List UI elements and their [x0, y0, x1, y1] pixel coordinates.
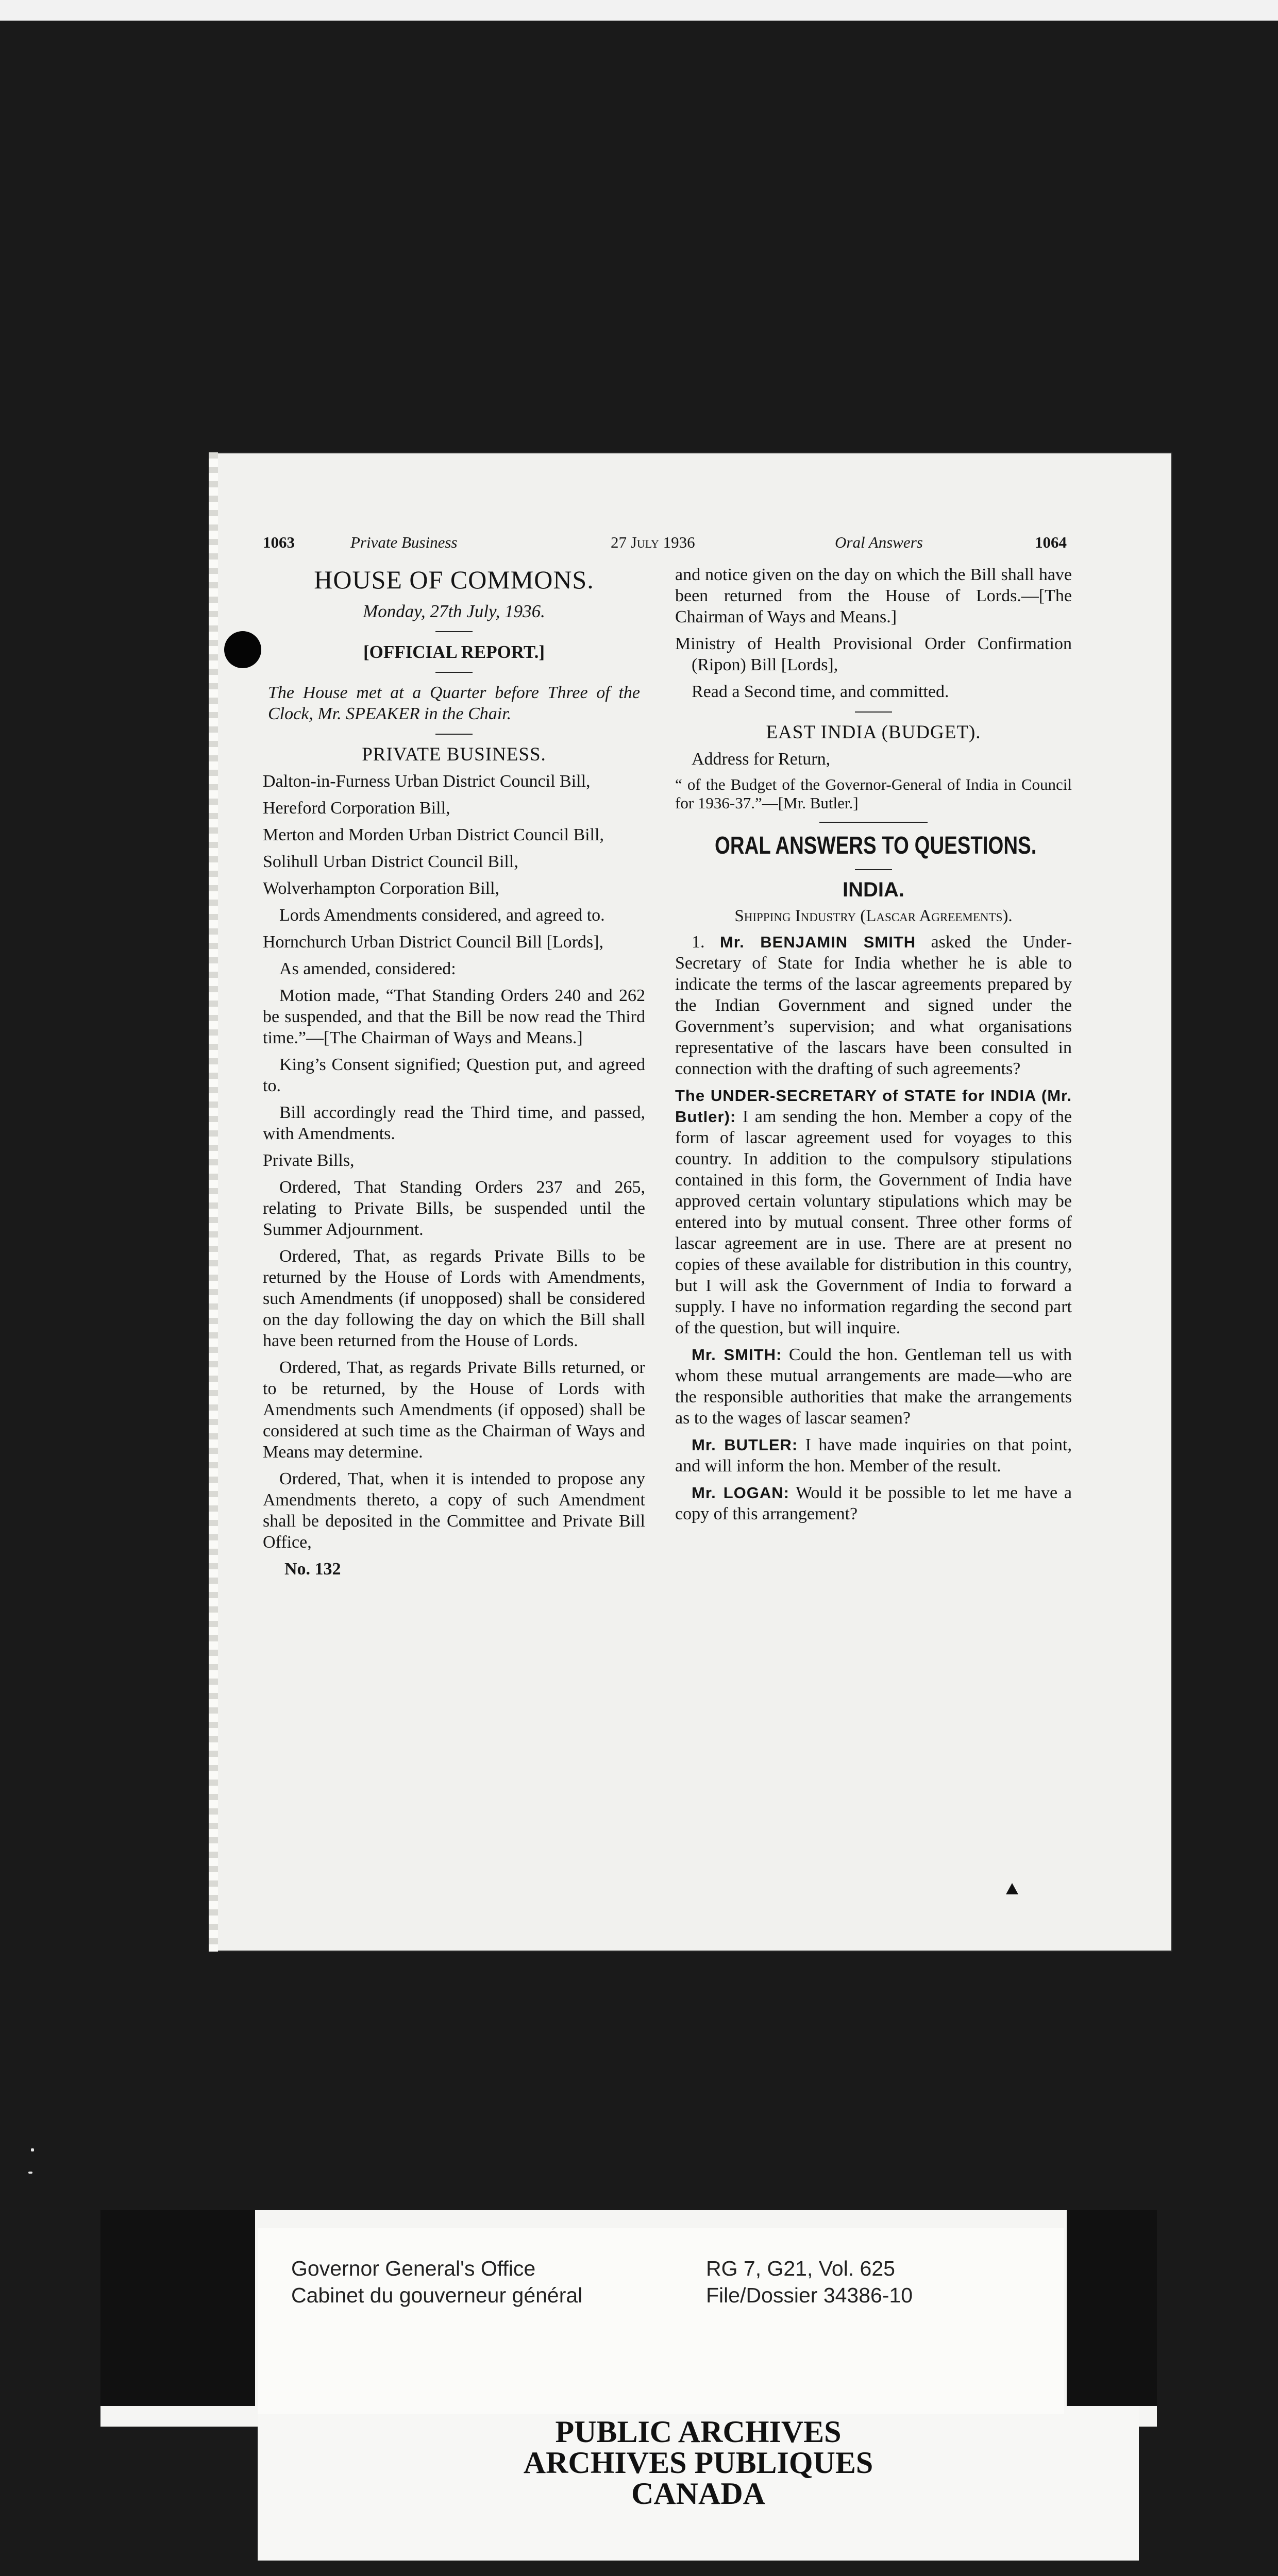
punch-hole	[224, 631, 261, 668]
divider	[435, 672, 473, 673]
divider	[819, 822, 928, 823]
question-text: asked the Under-Secretary of State for India whether he is able to indicate the terms of the lascar agreements prepared by the Indian Government and signed under the Government’s supervision; and what organisations representative of the lascars have been consulted in connection with the drafting of such agreements?	[675, 933, 1072, 1078]
continuation-text: and notice given on the day on which the Bill shall have been returned from the House of Lords.—[The Chairman of Ways and Means.]	[675, 565, 1072, 626]
divider	[435, 631, 473, 632]
sheet-number: No. 132	[284, 1560, 341, 1579]
answer-text: I am sending the hon. Member a copy of the form of lascar agreement used for voyages to this country. In addition to the compulsory stipulations contained in this form, the Government of India have approved certain voluntary stipulations which may be entered into by mutual consent. Three other forms of lascar agreement are in use. There are at present no copies of these available for distribution in this country, but I will ask the Government of India to forward a supply. I have no information regarding the second part of the question, but will inquire.	[675, 1107, 1072, 1337]
sitting-date: Monday, 27th July, 1936.	[363, 601, 545, 621]
order-paragraph: Ordered, That, when it is intended to propose any Amendments thereto, a copy of such Amendment shall be deposited in the Committee and Private Bill Office,	[263, 1469, 645, 1552]
house-title: HOUSE OF COMMONS.	[314, 565, 594, 594]
private-business-heading: PRIVATE BUSINESS.	[362, 744, 546, 765]
speech-text: I have made inquiries on that point, and will inform the hon. Member of the result.	[675, 1435, 1072, 1476]
east-india-heading: EAST INDIA (BUDGET).	[766, 722, 981, 743]
file-dossier-number: File/Dossier 34386-10	[706, 2283, 913, 2307]
left-page-number: 1063	[263, 533, 295, 551]
bill-item: Merton and Morden Urban District Council Bill,	[263, 825, 604, 844]
archives-country: CANADA	[631, 2477, 765, 2511]
motion-text: Motion made, “That Standing Orders 240 and 262 be suspended, and that the Bill be now read the Third time.”—[The Chairman of Ways and Means.]	[263, 986, 645, 1047]
scan-speck	[31, 2148, 34, 2151]
answer-1	[675, 1085, 1072, 1338]
bill-item: Solihull Urban District Council Bill,	[263, 852, 518, 871]
supplementary-butler	[675, 1434, 1072, 1477]
left-running-title: Private Business	[350, 533, 458, 551]
address-for-return: Address for Return,	[692, 750, 831, 769]
archives-french: ARCHIVES PUBLIQUES	[523, 2446, 873, 2480]
hornchurch-bill: Hornchurch Urban District Council Bill [Lords],	[263, 933, 603, 952]
office-english: Governor General's Office	[291, 2257, 536, 2280]
label-shadow-left	[100, 2210, 255, 2406]
speaker-name: Mr. SMITH:	[692, 1346, 782, 1364]
ripon-bill: Ministry of Health Provisional Order Confirmation (Ripon) Bill [Lords],	[675, 634, 1072, 674]
private-bills-label: Private Bills,	[263, 1151, 355, 1170]
question-1	[675, 931, 1072, 1079]
kings-consent: King’s Consent signified; Question put, and agreed to.	[263, 1055, 645, 1095]
lords-amendments: Lords Amendments considered, and agreed to.	[279, 906, 605, 925]
running-head	[263, 533, 1067, 559]
speech-text: Could the hon. Gentleman tell us with whom these mutual arrangements are made—who are the responsible authorities that make the arrangements as to the wages of lascar seamen?	[675, 1345, 1072, 1428]
second-reading: Read a Second time, and committed.	[692, 682, 949, 701]
running-date: 27 July 1936	[611, 533, 695, 551]
divider	[855, 869, 892, 870]
page-torn-edge	[209, 452, 218, 1952]
archives-english: PUBLIC ARCHIVES	[555, 2415, 842, 2449]
speaker-name: Mr. BUTLER:	[692, 1436, 798, 1454]
record-group-reference: RG 7, G21, Vol. 625	[706, 2257, 895, 2280]
speaker-name: The UNDER-SECRETARY of STATE for INDIA (Mr. Butler):	[675, 1087, 1072, 1126]
official-report: [OFFICIAL REPORT.]	[363, 642, 545, 662]
supplementary-logan	[675, 1482, 1072, 1524]
bill-item: Dalton-in-Furness Urban District Council Bill,	[263, 772, 591, 791]
speaker-name: Mr. LOGAN:	[692, 1484, 789, 1502]
bill-item: Wolverhampton Corporation Bill,	[263, 879, 500, 898]
order-paragraph: Ordered, That, as regards Private Bills returned, or to be returned, by the House of Lords with Amendments such Amendments (if opposed) shall be considered at such time as the Chairman of Ways and Means may determine.	[263, 1358, 645, 1462]
scan-top-edge	[0, 0, 1278, 21]
archives-stamp	[258, 2416, 1139, 2509]
divider	[855, 711, 892, 713]
third-reading: Bill accordingly read the Third time, and passed, with Amendments.	[263, 1103, 645, 1143]
archive-label-card	[258, 2228, 1064, 2414]
bill-item: Hereford Corporation Bill,	[263, 799, 450, 818]
question-number: 1.	[692, 933, 705, 952]
right-page-number: 1064	[1035, 533, 1067, 551]
intro-text: The House met at a Quarter before Three of the Clock, Mr. SPEAKER in the Chair.	[268, 683, 640, 723]
order-paragraph: Ordered, That, as regards Private Bills to be returned by the House of Lords with Amendments, such Amendments (if unopposed) shall be considered on the day following the day on which the Bill shall have been returned from the House of Lords.	[263, 1247, 645, 1350]
speech-text: Would it be possible to let me have a copy of this arrangement?	[675, 1483, 1072, 1523]
india-heading: INDIA.	[843, 878, 904, 901]
divider	[435, 734, 473, 735]
left-column	[263, 564, 645, 1585]
order-paragraph: Ordered, That Standing Orders 237 and 265, relating to Private Bills, be suspended until the Summer Adjournment.	[263, 1178, 645, 1239]
as-amended: As amended, considered:	[279, 959, 456, 978]
shipping-subheading: Shipping Industry (Lascar Agreements).	[734, 907, 1013, 925]
budget-quote: “ of the Budget of the Governor-General of India in Council for 1936-37.”—[Mr. Butler.]	[675, 775, 1072, 812]
right-column	[675, 564, 1072, 1530]
right-running-title: Oral Answers	[835, 533, 923, 551]
oral-answers-heading: ORAL ANSWERS TO QUESTIONS.	[715, 832, 1037, 859]
supplementary-smith	[675, 1344, 1072, 1429]
speaker-name: Mr. BENJAMIN SMITH	[719, 933, 916, 951]
scan-speck	[28, 2172, 32, 2174]
label-shadow-right	[1067, 2210, 1157, 2406]
office-french: Cabinet du gouverneur général	[291, 2283, 583, 2307]
continuation-mark-icon	[1006, 1883, 1018, 1894]
